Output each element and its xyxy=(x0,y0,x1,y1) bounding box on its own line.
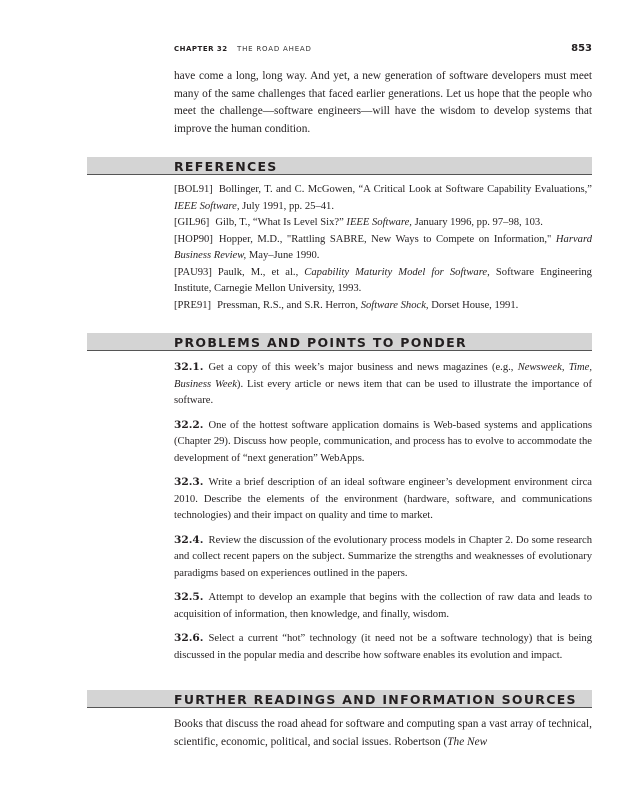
problem-text: Get a copy of this week’s major business and news magazines (e.g., xyxy=(208,362,518,373)
problem-text: Attempt to develop an example that begins with the collection of raw data and leads to acquisition of information, then knowledge, and finally, wisdom. xyxy=(174,592,592,620)
problem-number: 32.5. xyxy=(174,591,204,603)
problem-text: Select a current “hot” technology (it need not be a software technology) that is being discussed in the popular media and describe how software enables its evolution and impact. xyxy=(174,633,592,661)
problem-number: 32.3. xyxy=(174,476,204,488)
problem-item xyxy=(174,630,592,664)
further-readings-paragraph xyxy=(174,716,592,751)
reference-text: Paulk, M., et al., xyxy=(217,266,305,278)
reference-tag: [BOL91] xyxy=(174,184,213,195)
reference-text: Bollinger, T. and C. McGowen, “A Critical Look at Software Capability Evaluations,” xyxy=(218,184,592,195)
reference-details: Software Engineering Institute, Carnegie Mellon University, 1993. xyxy=(174,266,592,294)
problem-item xyxy=(174,359,592,410)
reference-text: Gilb, T., “What Is Level Six?” xyxy=(215,217,347,228)
reference-item xyxy=(174,265,592,298)
problems-list xyxy=(174,359,592,671)
references-heading: REFERENCES xyxy=(174,159,278,174)
problem-number: 32.6. xyxy=(174,632,204,644)
problem-text: Review the discussion of the evolutionary process models in Chapter 2. Do some research and collect recent papers on the subject. Summarize the strengths and weaknesses of evolutionary paradigms based on experiences outlined in the papers. xyxy=(174,534,592,579)
reference-text: Pressman, R.S., and S.R. Herron, xyxy=(217,299,361,311)
problem-number: 32.2. xyxy=(174,418,204,431)
problem-item xyxy=(174,589,592,623)
further-readings-book-title: The New xyxy=(447,735,488,748)
intro-paragraph: have come a long, long way. And yet, a new generation of software developers must meet many of the same challenges that faced earlier generations. Let us hope that the people who meet the challenge—software engineers—will have the wisdom to develop systems that improve the human condition. xyxy=(174,70,592,135)
reference-details: Dorset House, 1991. xyxy=(428,299,519,311)
reference-item xyxy=(174,215,592,232)
reference-text: Hopper, M.D., "Rattling SABRE, New Ways to Compete on Information," xyxy=(218,233,556,245)
chapter-title: THE ROAD AHEAD xyxy=(237,45,312,53)
chapter-label: CHAPTER 32 xyxy=(174,45,228,53)
reference-item xyxy=(174,232,592,265)
problem-text-end: ). List every article or news item that can be used to illustrate the importance of software. xyxy=(174,378,592,406)
reference-details: January 1996, pp. 97–98, 103. xyxy=(411,217,543,228)
problem-item xyxy=(174,532,592,583)
references-list xyxy=(174,182,592,314)
problem-item xyxy=(174,417,592,468)
problem-item xyxy=(174,474,592,525)
reference-source: IEEE Software, xyxy=(346,217,412,228)
problems-heading: PROBLEMS AND POINTS TO PONDER xyxy=(174,335,467,350)
problem-italic-text: Newsweek, Time, Business Week xyxy=(174,362,592,390)
reference-source: Harvard Business Review, xyxy=(174,233,592,261)
further-readings-text: Books that discuss the road ahead for software and computing span a vast array of technical, scientific, economic, political, and social issues. Robertson ( xyxy=(174,718,592,748)
reference-source: IEEE Software, xyxy=(174,200,240,212)
page-number: 853 xyxy=(571,43,592,54)
further-readings-heading: FURTHER READINGS AND INFORMATION SOURCES xyxy=(174,692,577,707)
reference-tag: [PRE91] xyxy=(174,299,212,311)
reference-item xyxy=(174,298,592,315)
reference-source: Capability Maturity Model for Software, xyxy=(304,266,490,278)
problem-number: 32.1. xyxy=(174,361,204,373)
reference-details: May–June 1990. xyxy=(246,250,320,261)
problem-text: Write a brief description of an ideal software engineer’s development environment circa 2010. Describe the elements of the environment (hardware, software, and communications technologies) and their impact on quality and time to market. xyxy=(174,477,592,521)
problem-number: 32.4. xyxy=(174,533,204,546)
reference-tag: [PAU93] xyxy=(174,266,212,278)
reference-details: July 1991, pp. 25–41. xyxy=(239,200,334,212)
reference-tag: [GIL96] xyxy=(174,217,210,228)
reference-source: Software Shock, xyxy=(360,299,429,311)
reference-tag: [HOP90] xyxy=(174,233,213,245)
problem-text: One of the hottest software application domains is Web-based systems and applications (Chapter 29). Discuss how people, communication, and process has to evolve to accommodate the development of “next generation” WebApps. xyxy=(174,419,592,464)
reference-item xyxy=(174,182,592,215)
running-head xyxy=(174,43,592,55)
